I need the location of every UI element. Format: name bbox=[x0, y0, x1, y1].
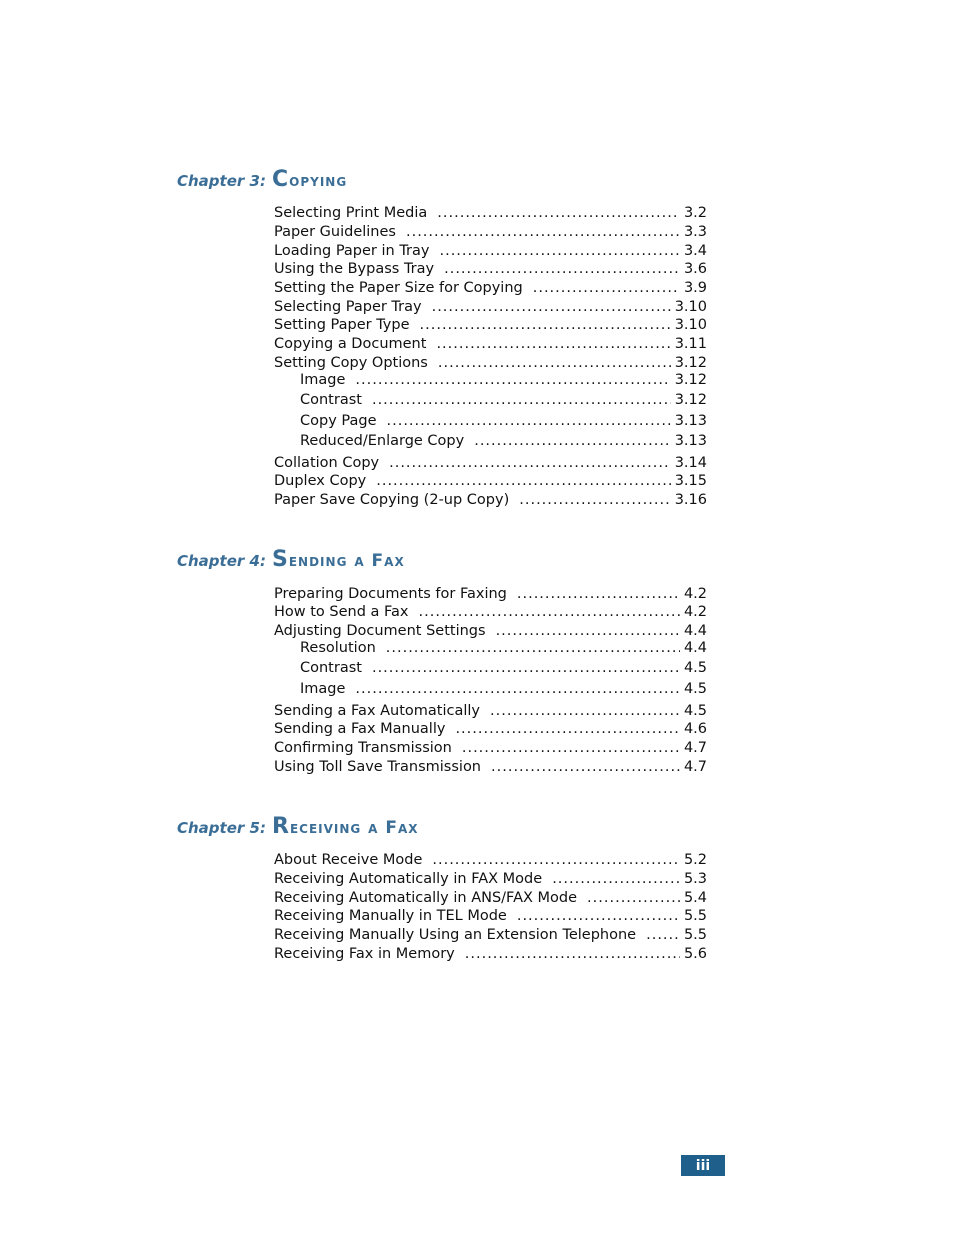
chapter-4-heading bbox=[177, 540, 737, 570]
toc-entry-title: Receiving Automatically in FAX Mode bbox=[274, 871, 543, 887]
toc-entry-title: Paper Save Copying (2-up Copy) bbox=[274, 492, 510, 508]
toc-entry[interactable] bbox=[274, 491, 707, 510]
toc-entry[interactable] bbox=[274, 851, 707, 870]
toc-entry-title: Duplex Copy bbox=[274, 473, 367, 489]
toc-entry-page: 4.2 bbox=[683, 586, 707, 602]
toc-entry[interactable] bbox=[274, 889, 707, 908]
toc-entry-title: Copy Page bbox=[300, 413, 377, 429]
toc-entry[interactable] bbox=[274, 720, 707, 739]
toc-leader bbox=[355, 680, 680, 699]
chapter-title: Receiving a Fax bbox=[272, 814, 419, 839]
toc-entry-title: Using the Bypass Tray bbox=[274, 261, 435, 277]
toc-entry-page: 3.4 bbox=[683, 243, 707, 259]
toc-entry-title: Setting Copy Options bbox=[274, 355, 428, 371]
toc-entry-title: Receiving Fax in Memory bbox=[274, 946, 455, 962]
toc-entry-title: Collation Copy bbox=[274, 455, 380, 471]
toc-entry-title: Copying a Document bbox=[274, 336, 427, 352]
toc-entry-page: 3.6 bbox=[683, 261, 707, 277]
toc-entry-title: Sending a Fax Automatically bbox=[274, 703, 481, 719]
toc-entry-page: 3.2 bbox=[683, 205, 707, 221]
toc-entry-page: 5.5 bbox=[683, 927, 707, 943]
toc-leader bbox=[533, 279, 680, 298]
chapter-label: Chapter 4: bbox=[177, 552, 266, 570]
toc-leader bbox=[386, 639, 680, 658]
toc-entry-page: 3.12 bbox=[674, 372, 707, 388]
toc-subentry[interactable] bbox=[300, 680, 707, 699]
toc-leader bbox=[389, 454, 671, 473]
toc-entry-title: Image bbox=[300, 681, 346, 697]
toc-entry[interactable] bbox=[274, 472, 707, 491]
toc-subentry[interactable] bbox=[300, 659, 707, 678]
toc-entry-page: 5.4 bbox=[683, 890, 707, 906]
toc-entry-page: 3.16 bbox=[674, 492, 707, 508]
toc-entry-page: 5.5 bbox=[683, 908, 707, 924]
toc-entry[interactable] bbox=[274, 945, 707, 964]
toc-entry[interactable] bbox=[274, 870, 707, 889]
toc-entry-page: 3.10 bbox=[674, 299, 707, 315]
toc-entry-page: 3.15 bbox=[674, 473, 707, 489]
toc-subentry[interactable] bbox=[300, 412, 707, 431]
toc-entry-title: Selecting Print Media bbox=[274, 205, 428, 221]
chapter-label: Chapter 3: bbox=[177, 172, 266, 190]
toc-entry[interactable] bbox=[274, 242, 707, 261]
toc-leader bbox=[444, 260, 680, 279]
toc-entry-title: Paper Guidelines bbox=[274, 224, 396, 240]
toc-entry[interactable] bbox=[274, 335, 707, 354]
toc-entry[interactable] bbox=[274, 603, 707, 622]
toc-leader bbox=[376, 472, 670, 491]
toc-entry-page: 3.10 bbox=[674, 317, 707, 333]
toc-entry[interactable] bbox=[274, 702, 707, 721]
toc-leader bbox=[439, 242, 679, 261]
toc-entry-page: 3.14 bbox=[674, 455, 707, 471]
toc-entry-title: Adjusting Document Settings bbox=[274, 623, 486, 639]
toc-entry-title: About Receive Mode bbox=[274, 852, 423, 868]
toc-entry[interactable] bbox=[274, 260, 707, 279]
toc-entry-page: 3.12 bbox=[674, 392, 707, 408]
toc-entry[interactable] bbox=[274, 758, 707, 777]
toc-entry-page: 4.6 bbox=[683, 721, 707, 737]
toc-entry-title: Resolution bbox=[300, 640, 376, 656]
toc-leader bbox=[432, 851, 680, 870]
toc-leader bbox=[355, 371, 670, 390]
toc-entry-title: Loading Paper in Tray bbox=[274, 243, 430, 259]
toc-entry-page: 5.2 bbox=[683, 852, 707, 868]
toc-entry-title: Using Toll Save Transmission bbox=[274, 759, 482, 775]
toc-entry-page: 4.2 bbox=[683, 604, 707, 620]
toc-entry-page: 4.4 bbox=[683, 623, 707, 639]
toc-entry-page: 5.3 bbox=[683, 871, 707, 887]
toc-entry-title: Reduced/Enlarge Copy bbox=[300, 433, 465, 449]
toc-entry-title: Contrast bbox=[300, 660, 362, 676]
toc-entry-title: Sending a Fax Manually bbox=[274, 721, 446, 737]
toc-entry-page: 3.13 bbox=[674, 433, 707, 449]
chapter-5-heading bbox=[177, 807, 737, 837]
page-number-tab bbox=[681, 1155, 725, 1176]
toc-entry-page: 4.5 bbox=[683, 681, 707, 697]
toc-leader bbox=[519, 491, 670, 510]
toc-entry-page: 3.9 bbox=[683, 280, 707, 296]
toc-entry-title: Receiving Automatically in ANS/FAX Mode bbox=[274, 890, 578, 906]
toc-entry-page: 3.11 bbox=[674, 336, 707, 352]
toc-entry[interactable] bbox=[274, 204, 707, 223]
toc-leader bbox=[465, 945, 680, 964]
chapter-title: Copying bbox=[272, 167, 348, 192]
toc-entry-page: 4.5 bbox=[683, 660, 707, 676]
toc-subentry[interactable] bbox=[300, 391, 707, 410]
toc-entry[interactable] bbox=[274, 926, 707, 945]
toc-leader bbox=[517, 907, 680, 926]
page-number: iii bbox=[695, 1157, 711, 1174]
toc-entry[interactable] bbox=[274, 454, 707, 473]
toc-leader bbox=[474, 432, 670, 451]
toc-leader bbox=[387, 412, 671, 431]
chapter-3-heading bbox=[177, 160, 737, 190]
toc-subentry[interactable] bbox=[300, 432, 707, 451]
toc-entry-page: 4.5 bbox=[683, 703, 707, 719]
toc-leader bbox=[462, 739, 680, 758]
toc-leader bbox=[372, 659, 680, 678]
toc-leader bbox=[406, 223, 680, 242]
toc-subentry[interactable] bbox=[300, 371, 707, 390]
toc-entry[interactable] bbox=[274, 739, 707, 758]
toc-leader bbox=[420, 316, 671, 335]
toc-leader bbox=[587, 889, 680, 908]
toc-entry-title: Image bbox=[300, 372, 346, 388]
toc-entry-page: 4.7 bbox=[683, 740, 707, 756]
toc-leader bbox=[437, 204, 680, 223]
toc-entry[interactable] bbox=[274, 316, 707, 335]
toc-entry[interactable] bbox=[274, 279, 707, 298]
toc-leader bbox=[432, 298, 671, 317]
toc-entry-page: 3.3 bbox=[683, 224, 707, 240]
toc-leader bbox=[436, 335, 670, 354]
toc-entry-title: Confirming Transmission bbox=[274, 740, 452, 756]
toc-leader bbox=[455, 720, 680, 739]
toc-entry-title: Receiving Manually in TEL Mode bbox=[274, 908, 507, 924]
toc-entry-title: Contrast bbox=[300, 392, 362, 408]
toc-leader bbox=[372, 391, 671, 410]
toc-leader bbox=[646, 926, 680, 945]
toc-leader bbox=[491, 758, 680, 777]
toc-subentry[interactable] bbox=[300, 639, 707, 658]
toc-entry-title: Setting Paper Type bbox=[274, 317, 410, 333]
toc-entry-title: Setting the Paper Size for Copying bbox=[274, 280, 523, 296]
toc-entry-title: Preparing Documents for Faxing bbox=[274, 586, 507, 602]
toc-entry[interactable] bbox=[274, 223, 707, 242]
toc-entry[interactable] bbox=[274, 907, 707, 926]
toc-entry-title: How to Send a Fax bbox=[274, 604, 409, 620]
chapter-label: Chapter 5: bbox=[177, 819, 266, 837]
toc-entry-page: 3.12 bbox=[674, 355, 707, 371]
toc-entry-page: 3.13 bbox=[674, 413, 707, 429]
toc-entry-page: 4.4 bbox=[683, 640, 707, 656]
toc-entry-page: 5.6 bbox=[683, 946, 707, 962]
toc-leader bbox=[419, 603, 680, 622]
toc-entry-title: Selecting Paper Tray bbox=[274, 299, 422, 315]
toc-leader bbox=[490, 702, 680, 721]
chapter-title: Sending a Fax bbox=[272, 547, 405, 572]
toc-leader bbox=[517, 585, 680, 604]
toc-leader bbox=[552, 870, 680, 889]
toc-entry-page: 4.7 bbox=[683, 759, 707, 775]
toc-entry[interactable] bbox=[274, 298, 707, 317]
toc-entry-title: Receiving Manually Using an Extension Telephone bbox=[274, 927, 637, 943]
toc-entry[interactable] bbox=[274, 585, 707, 604]
